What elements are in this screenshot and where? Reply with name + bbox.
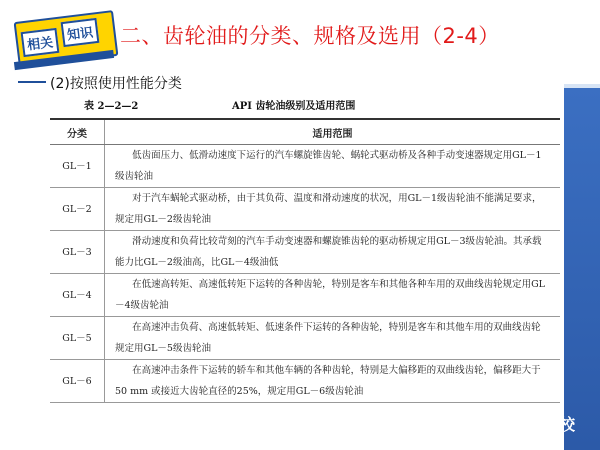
table-row xyxy=(50,231,560,274)
school-name-fragment: 学校 xyxy=(543,415,576,434)
row-description: 在高速冲击条件下运转的轿车和其他车辆的各种齿轮，特别是大偏移距的双曲线齿轮，偏移距大于 50 mm 或接近大齿轮直径的25%，规定用GL－6级齿轮油 xyxy=(105,360,561,403)
badge-word-related: 相关 xyxy=(21,28,60,57)
table-caption: API 齿轮油级别及适用范围 xyxy=(232,101,356,112)
gear-oil-grade-table xyxy=(50,118,560,403)
row-description: 在高速冲击负荷、高速低转矩、低速条件下运转的各种齿轮，特别是客车和其他车用的双曲线齿轮规定用GL－5级齿轮油 xyxy=(105,317,561,360)
row-category: GL－5 xyxy=(50,317,105,360)
row-category: GL－1 xyxy=(50,145,105,188)
table-header-row xyxy=(50,119,560,145)
table-row xyxy=(50,274,560,317)
row-category: GL－3 xyxy=(50,231,105,274)
side-blue-strip xyxy=(564,88,600,450)
table-row xyxy=(50,317,560,360)
row-description: 滑动速度和负荷比较苛刻的汽车手动变速器和螺旋锥齿轮的驱动桥规定用GL－3级齿轮油。其承载能力比GL－2级油高，比GL－4级油低 xyxy=(105,231,561,274)
section-subtitle: (2)按照使用性能分类 xyxy=(50,73,182,93)
badge-word-knowledge: 知识 xyxy=(61,18,100,47)
row-category: GL－2 xyxy=(50,188,105,231)
row-description: 对于汽车蜗轮式驱动桥，由于其负荷、温度和滑动速度的状况，用GL－1级齿轮油不能满足要求，规定用GL－2级齿轮油 xyxy=(105,188,561,231)
table-row xyxy=(50,360,560,403)
table-number: 表 2—2—2 xyxy=(84,101,139,112)
row-description: 低齿面压力、低滑动速度下运行的汽车螺旋锥齿轮、蜗轮式驱动桥及各种手动变速器规定用GL－1级齿轮油 xyxy=(105,145,561,188)
header-category: 分类 xyxy=(50,119,105,145)
table-row xyxy=(50,188,560,231)
row-category: GL－6 xyxy=(50,360,105,403)
row-category: GL－4 xyxy=(50,274,105,317)
related-knowledge-badge xyxy=(10,6,120,70)
row-description: 在低速高转矩、高速低转矩下运转的各种齿轮，特别是客车和其他各种车用的双曲线齿轮规定用GL－4级齿轮油 xyxy=(105,274,561,317)
slide-title: 二、齿轮油的分类、规格及选用（2-4） xyxy=(120,24,500,48)
header-scope: 适用范围 xyxy=(105,119,561,145)
table-row xyxy=(50,145,560,188)
